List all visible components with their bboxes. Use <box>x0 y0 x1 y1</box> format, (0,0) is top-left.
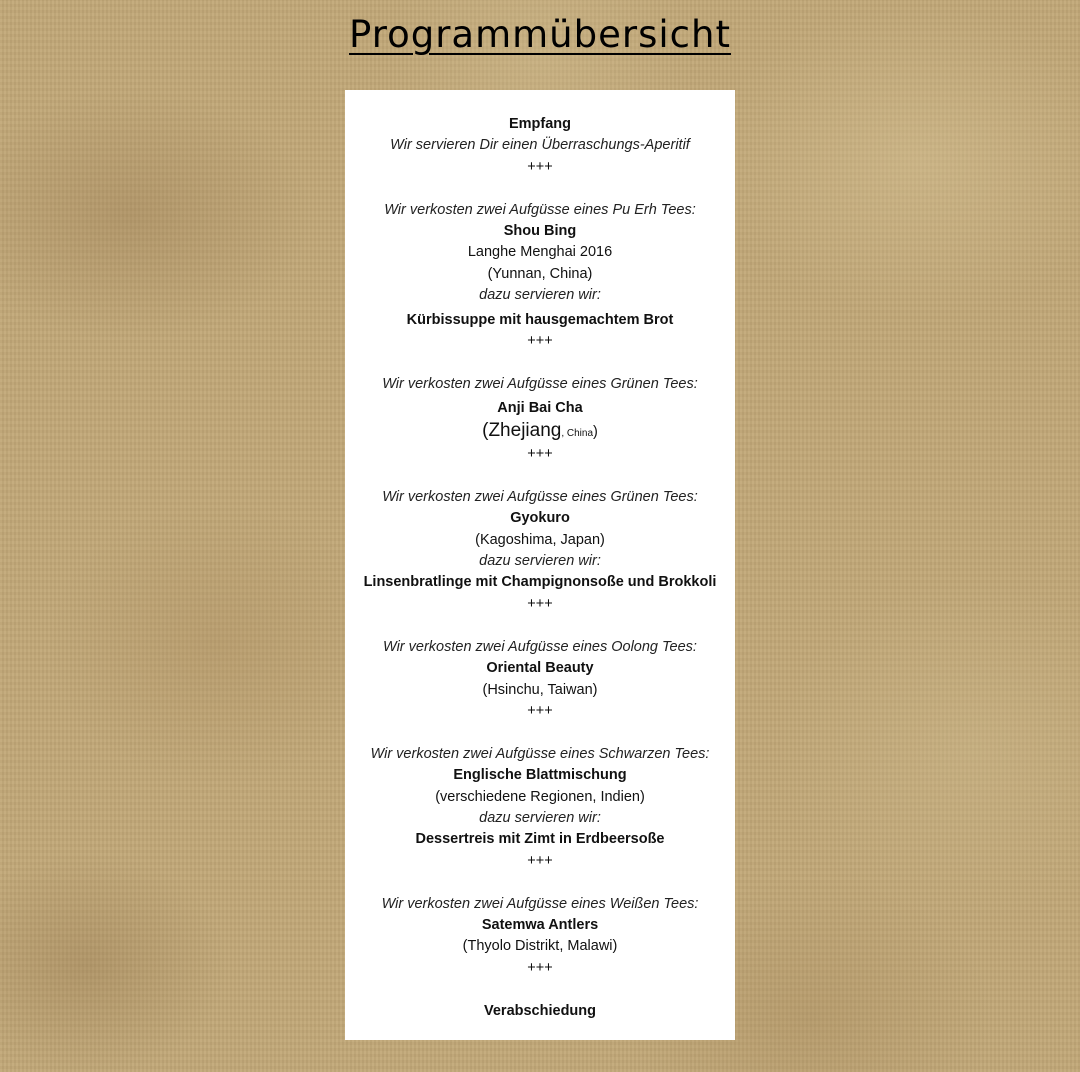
course-2-origin <box>345 420 735 444</box>
course-6-origin: (Thyolo Distrikt, Malawi) <box>462 938 618 955</box>
course-1-detail: Langhe Menghai 2016 <box>467 244 613 261</box>
course-3-dish: Linsenbratlinge mit Champignonsoße und Brokkoli <box>363 574 717 591</box>
course-5-serve-note: dazu servieren wir: <box>479 809 601 826</box>
menu-card <box>345 90 735 1040</box>
course-4-origin: (Hsinchu, Taiwan) <box>482 681 598 698</box>
course-1-origin: (Yunnan, China) <box>487 265 593 282</box>
page-title: Programmübersicht <box>349 13 731 56</box>
course-5-intro: Wir verkosten zwei Aufgüsse eines Schwarzen Tees: <box>370 745 710 762</box>
course-2-origin-country: , China <box>561 427 594 439</box>
course-1-tea: Shou Bing <box>503 223 577 240</box>
course-2-intro: Wir verkosten zwei Aufgüsse eines Grünen Tees: <box>382 375 698 392</box>
course-6-intro: Wir verkosten zwei Aufgüsse eines Weißen Tees: <box>381 895 699 912</box>
course-6-tea: Satemwa Antlers <box>481 916 599 933</box>
course-3-tea: Gyokuro <box>510 510 570 527</box>
course-5-origin: (verschiedene Regionen, Indien) <box>435 788 645 805</box>
course-3-origin: (Kagoshima, Japan) <box>475 531 605 548</box>
separator: +++ <box>527 852 553 869</box>
separator: +++ <box>527 158 553 175</box>
separator: +++ <box>527 959 553 976</box>
welcome-title: Empfang <box>508 116 572 132</box>
menu-list <box>345 114 735 1022</box>
course-2-origin-close: ) <box>593 423 598 440</box>
course-5-dish: Dessertreis mit Zimt in Erdbeersoße <box>415 831 665 848</box>
course-2-origin-main: (Zhejiang <box>482 419 562 441</box>
course-3-serve-note: dazu servieren wir: <box>479 553 601 570</box>
course-1-intro: Wir verkosten zwei Aufgüsse eines Pu Erh Tees: <box>384 201 696 218</box>
farewell: Verabschiedung <box>483 1002 596 1019</box>
separator: +++ <box>527 702 553 719</box>
course-4-tea: Oriental Beauty <box>486 660 594 677</box>
course-1-serve-note: dazu servieren wir: <box>479 287 601 304</box>
separator: +++ <box>527 446 553 463</box>
separator: +++ <box>527 333 553 350</box>
course-2-tea: Anji Bai Cha <box>497 400 583 417</box>
course-4-intro: Wir verkosten zwei Aufgüsse eines Oolong Tees: <box>383 638 697 655</box>
course-3-intro: Wir verkosten zwei Aufgüsse eines Grünen Tees: <box>382 488 698 505</box>
welcome-description: Wir servieren Dir einen Überraschungs-Aperitif <box>390 137 690 154</box>
separator: +++ <box>527 595 553 612</box>
course-5-tea: Englische Blattmischung <box>453 767 627 784</box>
course-1-dish: Kürbissuppe mit hausgemachtem Brot <box>406 311 674 328</box>
